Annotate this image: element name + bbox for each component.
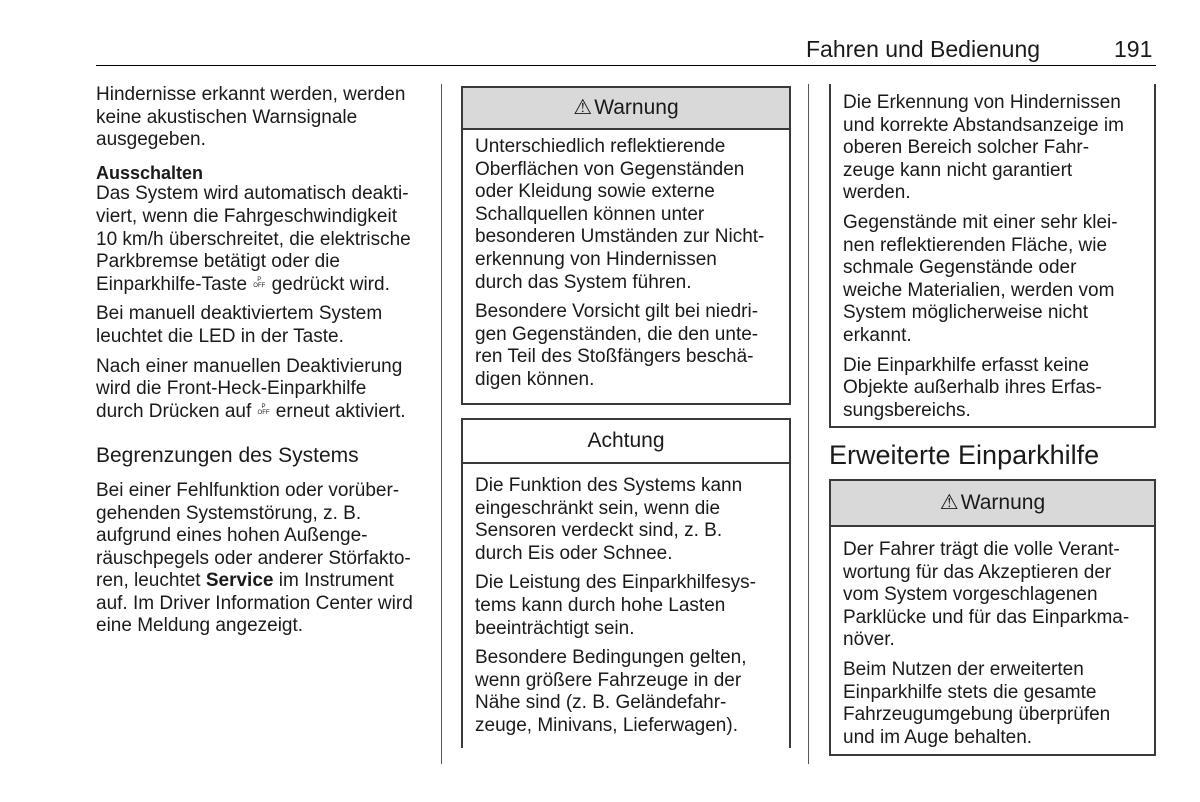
warning-box-body — [831, 527, 1154, 749]
text-line: auf. Im Driver Information Center wird — [96, 592, 413, 614]
text-line: ren Teil des Stoßfängers beschä- — [475, 346, 754, 368]
text-line: Der Fahrer trägt die volle Verant- — [843, 539, 1120, 560]
text-line: Besondere Bedingungen gelten, — [475, 647, 747, 669]
manual-deactivation-paragraph — [96, 303, 431, 348]
parking-off-button-icon — [257, 404, 271, 416]
text-line: Einparkhilfe-Taste — [96, 273, 253, 295]
warning-box-2 — [829, 479, 1156, 756]
warning-box-body — [463, 130, 789, 392]
text-line: aufgrund eines hohen Außenge- — [96, 525, 368, 547]
text-line: schmale Gegenstände oder — [843, 257, 1077, 279]
parking-off-button-icon — [252, 277, 266, 289]
text-line: gen Gegenständen, die den unte- — [475, 323, 759, 345]
caution-box-continued — [829, 84, 1156, 428]
warning-heading: Warnung — [960, 491, 1046, 514]
text-line: und korrekte Abstandsanzeige im — [843, 114, 1124, 136]
text-line: keine akustischen Warnsignale — [96, 106, 358, 128]
warning-paragraph — [475, 136, 779, 294]
deactivation-paragraph — [96, 183, 431, 296]
text-line: Parklücke und für das Einparkma- — [843, 606, 1130, 628]
text-line: Einparkhilfe stets die gesamte — [843, 681, 1097, 703]
text-line: Die Leistung des Einparkhilfesys- — [475, 572, 756, 594]
limits-paragraph — [96, 480, 431, 638]
text-line: Besondere Vorsicht gilt bei niedri- — [475, 301, 759, 323]
caution-paragraph — [843, 355, 1144, 423]
text-line: wenn größere Fahrzeuge in der — [475, 669, 742, 691]
parking-button-top-label: P — [261, 403, 266, 410]
warning-triangle-icon: ⚠ — [573, 96, 593, 119]
text-line: vom System vorgeschlagenen — [843, 584, 1098, 606]
caution-box-body — [463, 464, 789, 738]
text-line: Das System wird automatisch deakti- — [96, 183, 409, 205]
text-line: Bei manuell deaktiviertem System — [96, 303, 383, 325]
text-line: beeinträchtigt sein. — [475, 617, 635, 639]
text-line: Objekte außerhalb ihres Erfas- — [843, 377, 1102, 399]
text-line: Hindernisse erkannt werden, werden — [96, 84, 406, 105]
caution-paragraph — [843, 92, 1144, 205]
text-line: eine Meldung angezeigt. — [96, 615, 304, 637]
page-number: 191 — [1114, 36, 1153, 62]
text-line: Oberflächen von Gegenständen — [475, 158, 745, 180]
header-rule — [96, 65, 1156, 66]
text-line: zeuge kann nicht garantiert — [843, 159, 1073, 181]
service-indicator-label: Service — [205, 570, 274, 592]
warning-paragraph — [843, 659, 1144, 749]
text-line: gedrückt wird. — [266, 273, 390, 295]
text-line: durch Drücken auf — [96, 400, 257, 422]
text-line: eingeschränkt sein, wenn die — [475, 497, 721, 519]
text-line: im Instrument — [273, 570, 394, 592]
column-separator — [808, 84, 809, 764]
text-line: Die Einparkhilfe erfasst keine — [843, 354, 1090, 376]
parking-button-top-label: P — [257, 276, 262, 283]
text-line: ren, leuchtet — [96, 570, 206, 592]
text-line: sungsbereichs. — [843, 399, 971, 421]
text-line: Nähe sind (z. B. Geländefahr- — [475, 692, 727, 714]
text-line: Die Funktion des Systems kann — [475, 475, 743, 496]
warning-box-header — [463, 88, 789, 130]
column-1 — [96, 84, 431, 638]
text-line: besonderen Umständen zur Nicht- — [475, 226, 765, 248]
text-line: viert, wenn die Fahrgeschwindigkeit — [96, 205, 397, 227]
text-line: zeuge, Minivans, Lieferwagen). — [475, 714, 738, 736]
warning-heading: Warnung — [594, 96, 679, 119]
text-line: tems kann durch hohe Lasten — [475, 594, 726, 616]
warning-box-header — [831, 481, 1154, 527]
text-line: System möglicherweise nicht — [843, 302, 1088, 324]
caution-continued-body — [831, 84, 1154, 422]
caution-box-header: Achtung — [463, 420, 789, 464]
text-line: gehenden Systemstörung, z. B. — [96, 502, 362, 524]
text-line: Die Erkennung von Hindernissen — [843, 92, 1121, 113]
caution-box — [461, 418, 791, 748]
caution-paragraph — [475, 475, 779, 565]
text-line: erkennung von Hindernissen — [475, 248, 717, 270]
text-line: nen reflektierenden Fläche, wie — [843, 234, 1108, 256]
text-line: növer. — [843, 629, 895, 651]
text-line: Sensoren verdeckt sind, z. B. — [475, 520, 723, 542]
caution-paragraph — [475, 572, 779, 640]
text-line: weiche Materialien, werden vom — [843, 279, 1115, 301]
text-line: leuchtet die LED in der Taste. — [96, 325, 344, 347]
text-line: durch das System führen. — [475, 271, 692, 293]
column-separator — [441, 84, 442, 764]
text-line: wird die Front-Heck-Einparkhilfe — [96, 378, 367, 400]
intro-paragraph — [96, 84, 431, 152]
text-line: Unterschiedlich reflektierende — [475, 136, 726, 157]
ausschalten-heading: Ausschalten — [96, 162, 204, 183]
text-line: Gegenstände mit einer sehr klei- — [843, 211, 1118, 233]
text-line: ausgegeben. — [96, 129, 206, 151]
running-header-title: Fahren und Bedienung — [806, 36, 1041, 62]
text-line: oder Kleidung sowie externe — [475, 181, 715, 203]
reactivation-paragraph — [96, 356, 431, 424]
section-title: Erweiterte Einparkhilfe — [829, 440, 1100, 470]
text-line: 10 km/h überschreitet, die elektrische — [96, 228, 411, 250]
text-line: Nach einer manuellen Deaktivierung — [96, 355, 403, 377]
warning-box-1 — [461, 86, 791, 405]
text-line: räuschpegels oder anderer Störfakto- — [96, 547, 411, 569]
text-line: werden. — [843, 182, 911, 204]
text-line: und im Auge behalten. — [843, 726, 1033, 748]
caution-paragraph — [475, 647, 779, 737]
text-line: digen können. — [475, 368, 595, 390]
limits-heading: Begrenzungen des Systems — [96, 444, 359, 468]
caution-paragraph — [843, 212, 1144, 348]
text-line: Bei einer Fehlfunktion oder vorüber- — [96, 479, 400, 501]
text-line: Beim Nutzen der erweiterten — [843, 658, 1084, 680]
warning-paragraph — [475, 301, 779, 391]
parking-button-bottom-label: OFF — [253, 282, 266, 289]
text-line: durch Eis oder Schnee. — [475, 542, 673, 564]
text-line: oberen Bereich solcher Fahr- — [843, 137, 1090, 159]
warning-paragraph — [843, 539, 1144, 652]
warning-triangle-icon: ⚠ — [939, 491, 959, 514]
text-line: Fahrzeugumgebung überprüfen — [843, 704, 1111, 726]
text-line: erkannt. — [843, 324, 912, 346]
text-line: Schallquellen können unter — [475, 203, 705, 225]
text-line: wortung für das Akzeptieren der — [843, 561, 1112, 583]
parking-button-bottom-label: OFF — [257, 409, 270, 416]
text-line: erneut aktiviert. — [270, 400, 406, 422]
text-line: Parkbremse betätigt oder die — [96, 251, 340, 273]
